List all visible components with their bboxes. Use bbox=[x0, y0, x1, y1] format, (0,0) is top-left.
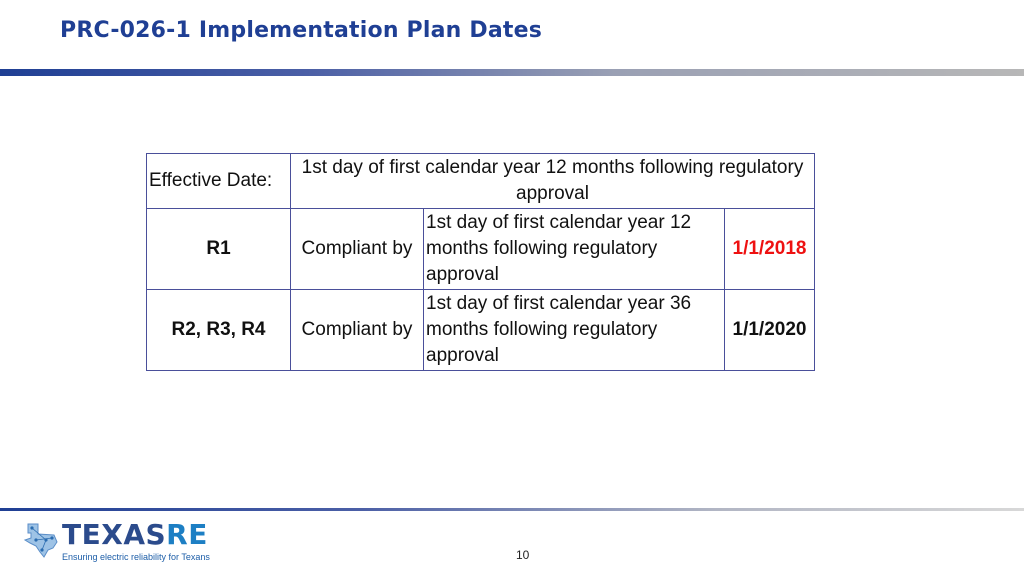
requirement-cell: R2, R3, R4 bbox=[147, 290, 291, 371]
page-number: 10 bbox=[516, 548, 530, 562]
title-divider bbox=[0, 69, 1024, 76]
slide-title: PRC-026-1 Implementation Plan Dates bbox=[60, 18, 543, 43]
effective-date-label: Effective Date: bbox=[147, 154, 291, 209]
table-row bbox=[147, 209, 815, 290]
effective-date-text: 1st day of first calendar year 12 months following regulatory approval bbox=[291, 154, 815, 209]
implementation-table bbox=[146, 153, 815, 371]
table-row-header bbox=[147, 154, 815, 209]
description-cell: 1st day of first calendar year 36 months following regulatory approval bbox=[424, 290, 725, 371]
texas-re-logo bbox=[22, 518, 212, 564]
date-cell: 1/1/2018 bbox=[725, 209, 815, 290]
description-cell: 1st day of first calendar year 12 months following regulatory approval bbox=[424, 209, 725, 290]
table-row bbox=[147, 290, 815, 371]
footer-divider bbox=[0, 508, 1024, 511]
texas-map-icon bbox=[22, 520, 62, 560]
requirement-cell: R1 bbox=[147, 209, 291, 290]
date-cell: 1/1/2020 bbox=[725, 290, 815, 371]
status-cell: Compliant by bbox=[291, 290, 424, 371]
status-cell: Compliant by bbox=[291, 209, 424, 290]
logo-wordmark: TEXASRE bbox=[62, 518, 208, 551]
logo-tagline: Ensuring electric reliability for Texans bbox=[62, 552, 210, 562]
